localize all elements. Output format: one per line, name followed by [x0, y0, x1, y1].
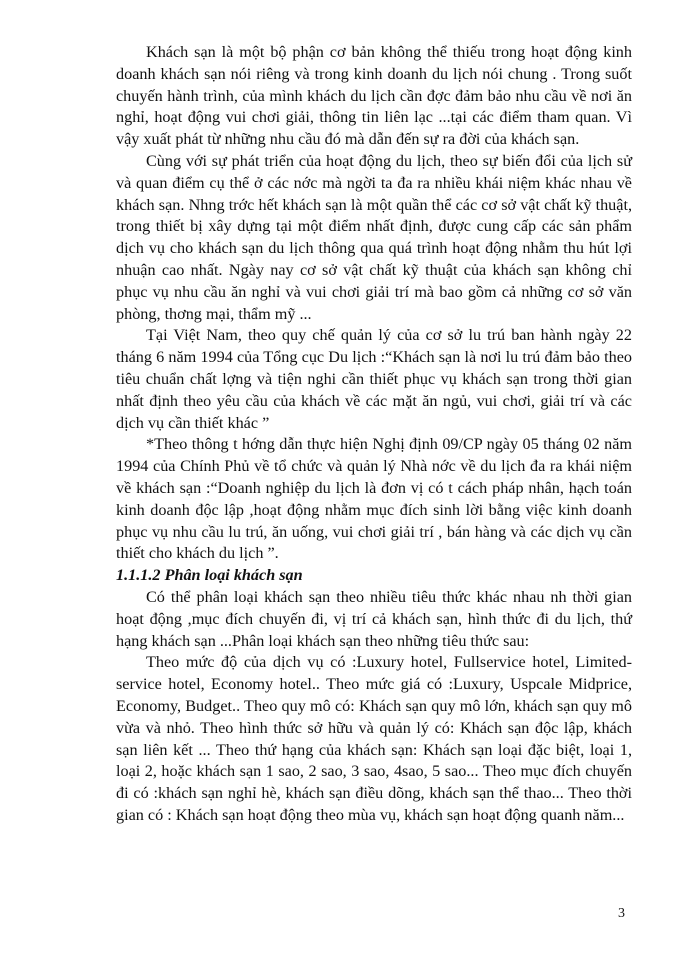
section-heading: 1.1.1.2 Phân loại khách sạn — [116, 566, 303, 585]
paragraph-hotel-role: Khách sạn là một bộ phận cơ bản không thể thiếu trong hoạt động kinh doanh khách sạn nói riêng và trong kinh doanh du lịch nói chung . Trong suốt chuyến hành trình, của mình khách du lịch cần đợc đảm bảo nhu cầu về nơi ăn nghỉ, hoạt động vui chơi giải, thông tin liên lạc ...tại các điểm tham quan. Vì vậy xuất phát từ những nhu cầu đó mà dẫn đến sự ra đời của khách sạn. — [116, 43, 632, 149]
paragraph-classification-intro: Có thể phân loại khách sạn theo nhiều tiêu thức khác nhau nh thời gian hoạt động ,mục đích chuyến đi, vị trí cả khách sạn, hình thức đi du lịch, thứ hạng khách sạn ...Phân loại khách sạn theo những tiêu thức sau: — [116, 587, 632, 650]
page-body — [116, 42, 632, 827]
paragraph-decree-definition: *Theo thông t hớng dẫn thực hiện Nghị định 09/CP ngày 05 tháng 02 năm 1994 của Chính Phủ về tổ chức và quản lý Nhà nớc về du lịch đa ra khái niệm về khách sạn :“Doanh nghiệp du lịch là đơn vị có t cách pháp nhân, hạch toán kinh doanh độc lập ,hoạt động nhằm mục đích sinh lời bằng việc kinh doanh phục vụ nhu cầu lu trú, ăn uống, vui chơi giải trí , bán hàng và các dịch vụ cần thiết cho khách du lịch ”. — [116, 435, 632, 563]
paragraph-classification-criteria: Theo mức độ của dịch vụ có :Luxury hotel, Fullservice hotel, Limited-service hotel, Economy hotel.. Theo mức giá có :Luxury, Uspcale Midprice, Economy, Budget.. Theo quy mô có: Khách sạn quy mô lớn, khách sạn quy mô vừa và nhỏ. Theo hình thức sở hữu và quản lý có: Khách sạn độc lập, khách sạn liên kết ... Theo thứ hạng của khách sạn: Khách sạn loại đặc biệt, loại 1, loại 2, hoặc khách sạn 1 sao, 2 sao, 3 sao, 4sao, 5 sao... Theo mục đích chuyến đi có :khách sạn nghỉ hè, khách sạn điều dõng, khách sạn thể thao... Theo thời gian có : Khách sạn hoạt động theo mùa vụ, khách sạn hoạt động quanh năm... — [116, 653, 632, 824]
paragraph-hotel-concept: Cùng với sự phát triển của hoạt động du lịch, theo sự biến đổi của lịch sử và quan điểm cụ thể ở các nớc mà ngời ta đa ra nhiều khái niệm khác nhau về khách sạn. Nhng trớc hết khách sạn là một quần thể các cơ sở vật chất kỹ thuật, trong thiết bị xây dựng tại một điểm nhất định, được cung cấp các sản phẩm dịch vụ cho khách sạn du lịch thông qua quá trình hoạt động nhằm thu hút lợi nhuận cao nhất. Ngày nay cơ sở vật chất kỹ thuật của khách sạn không chỉ phục vụ nhu cầu ăn nghỉ và vui chơi giải trí mà bao gồm cả những cơ sở văn phòng, thơng mại, thẩm mỹ ... — [116, 151, 632, 323]
paragraph-vietnam-regulation: Tại Việt Nam, theo quy chế quản lý của cơ sở lu trú ban hành ngày 22 tháng 6 năm 1994 của Tổng cục Du lịch :“Khách sạn là nơi lu trú đảm bảo theo tiêu chuẩn chất lợng và tiện nghi cần thiết phục vụ khách sạn trong thời gian nhất định theo yêu cầu của khách về các mặt ăn ngủ, vui chơi, giải trí và các dịch vụ cần thiết khác ” — [116, 326, 632, 432]
page-number: 3 — [618, 906, 625, 921]
